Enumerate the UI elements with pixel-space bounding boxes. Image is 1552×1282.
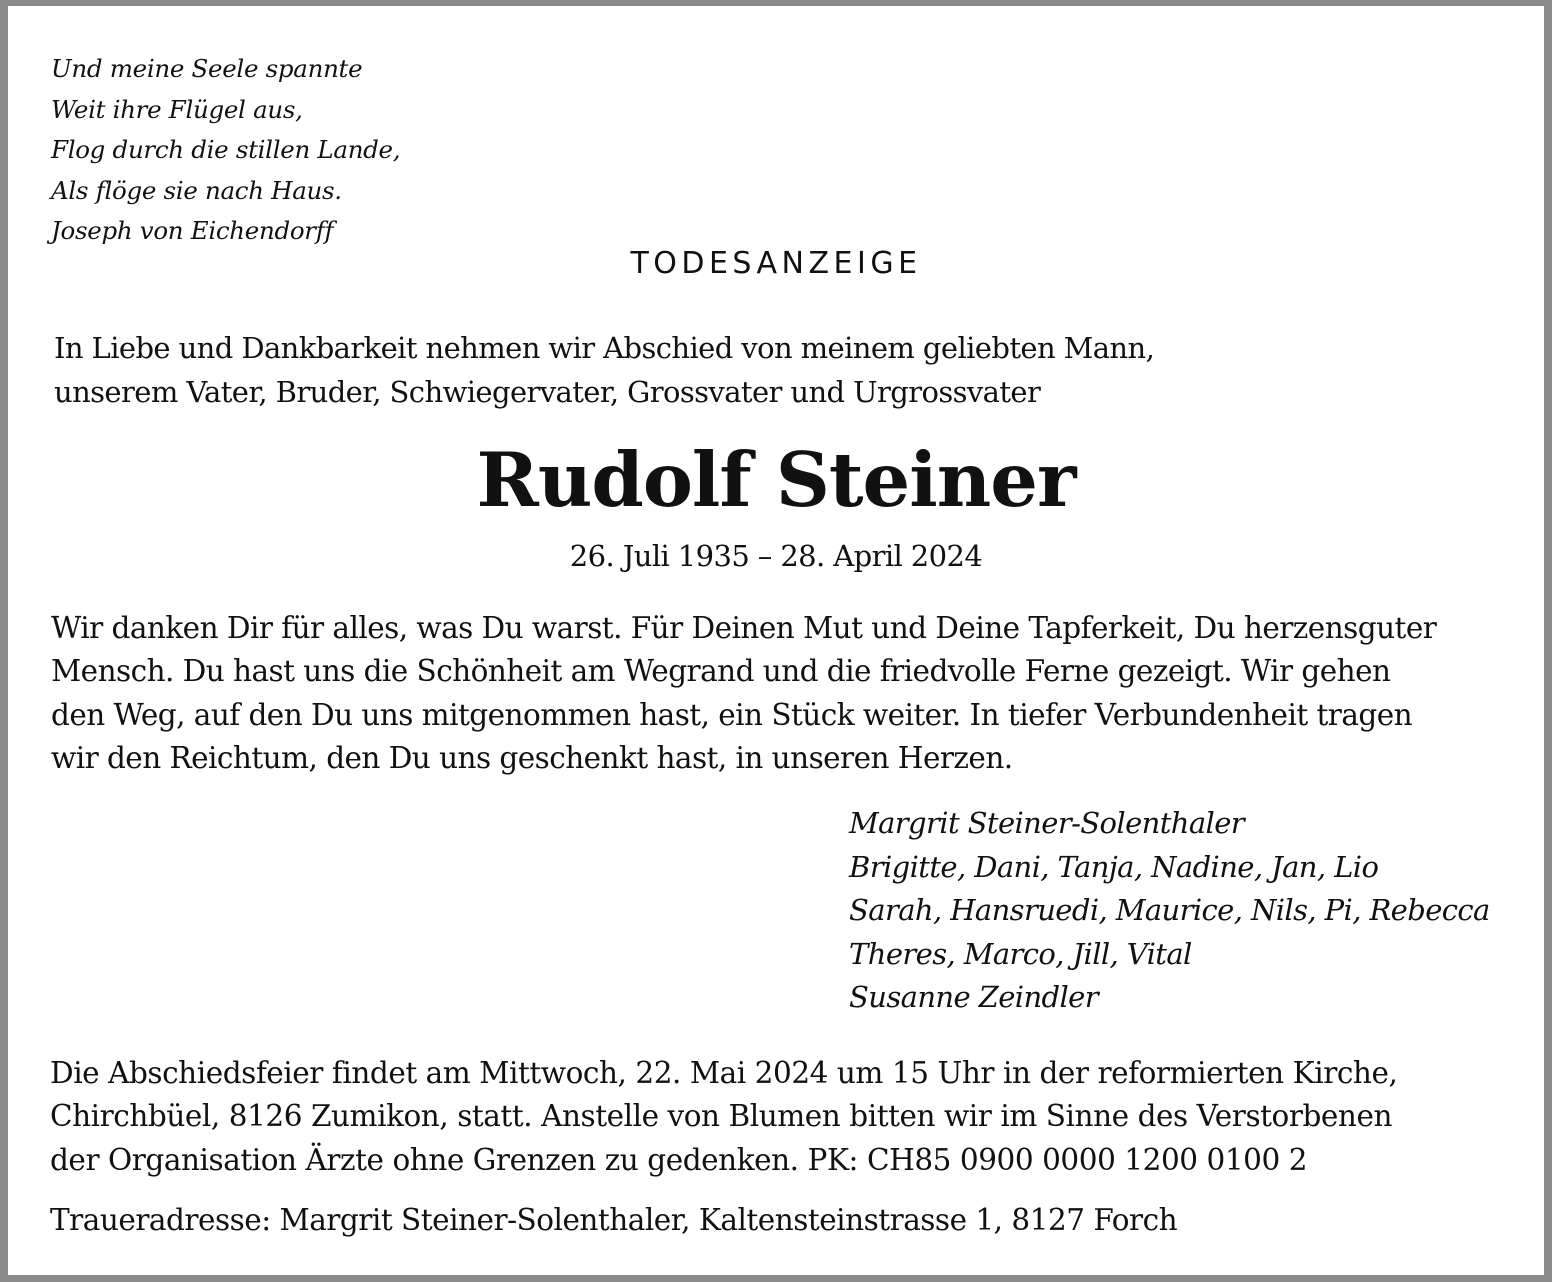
poem-line: Als flöge sie nach Haus. bbox=[51, 175, 342, 205]
ceremony-line: Chirchbüel, 8126 Zumikon, statt. Anstelle von Blumen bitten wir im Sinne des Verstorbenen bbox=[50, 1099, 1393, 1134]
mourner-line: Brigitte, Dani, Tanja, Nadine, Jan, Lio bbox=[849, 849, 1379, 884]
ceremony-line: Die Abschiedsfeier findet am Mittwoch, 22. Mai 2024 um 15 Uhr in der reformierten Kirche, bbox=[50, 1056, 1398, 1090]
poem-line: Weit ihre Flügel aus, bbox=[51, 94, 303, 124]
intro-line: unserem Vater, Bruder, Schwiegervater, Grossvater und Urgrossvater bbox=[54, 375, 1041, 409]
poem-author: Joseph von Eichendorff bbox=[51, 216, 334, 246]
poem bbox=[51, 49, 400, 252]
mourning-address: Traueradresse: Margrit Steiner-Solenthaler, Kaltensteinstrasse 1, 8127 Forch bbox=[50, 1203, 1178, 1237]
mourners-list bbox=[849, 802, 1490, 1020]
life-dates: 26. Juli 1935 – 28. April 2024 bbox=[569, 539, 983, 573]
intro-text bbox=[54, 326, 1154, 414]
thanks-line: wir den Reichtum, den Du uns geschenkt hast, in unseren Herzen. bbox=[51, 740, 1013, 775]
thanks-line: Mensch. Du hast uns die Schönheit am Wegrand und die friedvolle Ferne gezeigt. Wir gehen bbox=[51, 654, 1391, 689]
mourner-line: Sarah, Hansruedi, Maurice, Nils, Pi, Rebecca bbox=[849, 893, 1490, 927]
thanks-line: Wir danken Dir für alles, was Du warst. Für Deinen Mut und Deine Tapferkeit, Du herzensguter bbox=[51, 611, 1437, 645]
poem-line: Und meine Seele spannte bbox=[51, 54, 363, 83]
mourner-line: Theres, Marco, Jill, Vital bbox=[849, 936, 1192, 971]
thanks-line: den Weg, auf den Du uns mitgenommen hast, ein Stück weiter. In tiefer Verbundenheit tragen bbox=[51, 697, 1413, 732]
poem-line: Flog durch die stillen Lande, bbox=[51, 135, 401, 165]
ceremony-paragraph bbox=[50, 1052, 1397, 1182]
intro-line: In Liebe und Dankbarkeit nehmen wir Abschied von meinem geliebten Mann, bbox=[54, 331, 1155, 365]
deceased-name: Rudolf Steiner bbox=[476, 436, 1076, 524]
mourner-line: Margrit Steiner-Solenthaler bbox=[849, 806, 1245, 840]
mourner-line: Susanne Zeindler bbox=[849, 980, 1098, 1014]
notice-heading: TODESANZEIGE bbox=[630, 246, 922, 281]
thanks-paragraph bbox=[51, 607, 1436, 780]
ceremony-line: der Organisation Ärzte ohne Grenzen zu gedenken. PK: CH85 0900 0000 1200 0100 2 bbox=[50, 1142, 1308, 1177]
